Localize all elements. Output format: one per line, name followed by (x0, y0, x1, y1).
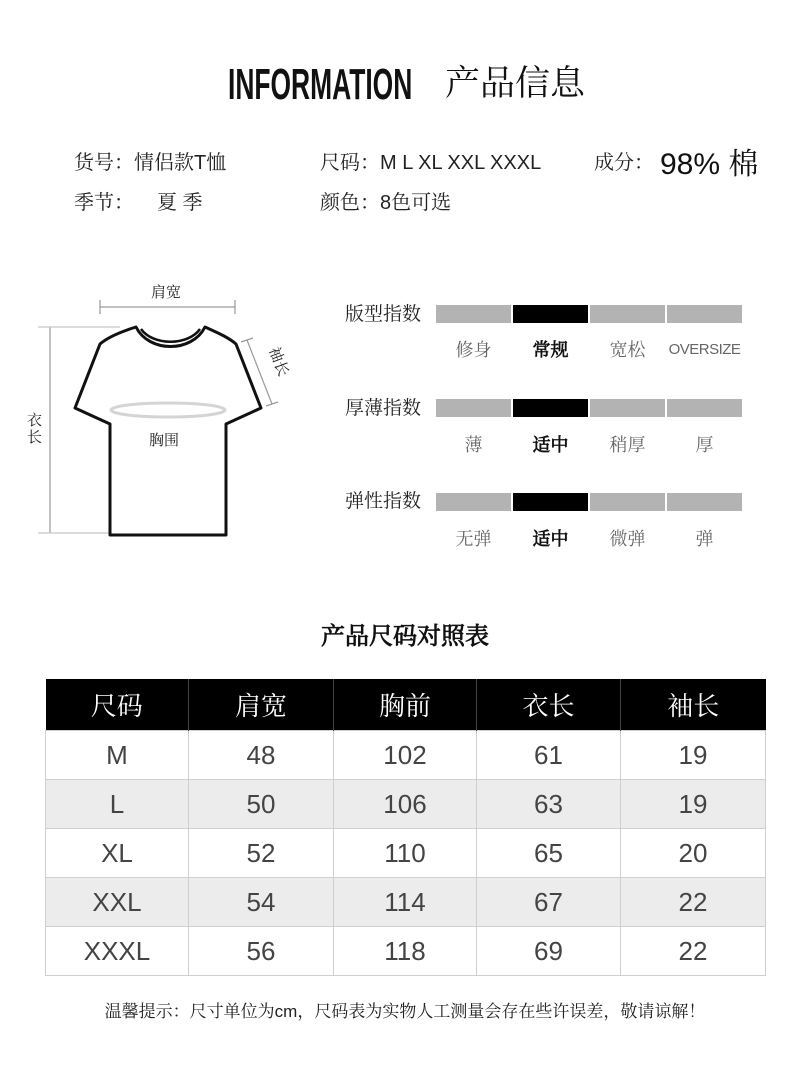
table-cell: 52 (189, 829, 334, 878)
elasticity-option: 无弹 (455, 529, 492, 549)
table-cell: 67 (477, 878, 621, 927)
thickness-option: 稍厚 (609, 435, 646, 455)
tshirt-diagram (0, 260, 300, 550)
chest-label: 胸围 (149, 432, 180, 449)
table-cell: 50 (189, 780, 334, 829)
season-value: 夏 季 (157, 192, 203, 214)
table-cell: 20 (621, 829, 766, 878)
table-header-row (46, 679, 766, 731)
table-cell: 114 (334, 878, 477, 927)
thickness-option: 厚 (695, 435, 714, 455)
thickness-index-segment (513, 399, 588, 417)
table-cell: 110 (334, 829, 477, 878)
sizes (320, 150, 541, 176)
table-cell: M (46, 731, 189, 780)
size-table-title: 产品尺码对照表 (321, 623, 489, 650)
item-number (74, 150, 226, 176)
fit-option: OVERSIZE (668, 341, 741, 358)
elasticity-index-segment (667, 493, 742, 511)
column-header: 胸前 (334, 679, 477, 731)
fit-index-segment (513, 305, 588, 323)
title-english: INFORMATION (228, 60, 413, 109)
elasticity-index-segment (590, 493, 665, 511)
elasticity-index-segment (436, 493, 511, 511)
elasticity-index-segment (513, 493, 588, 511)
table-row (46, 878, 766, 927)
tshirt-outline-icon (75, 327, 261, 535)
elasticity-option: 弹 (695, 529, 714, 549)
table-cell: 22 (621, 878, 766, 927)
length-label: 衣长 (25, 412, 42, 446)
fit-index-options (436, 338, 742, 362)
table-cell: 54 (189, 878, 334, 927)
table-cell: 65 (477, 829, 621, 878)
table-cell: 61 (477, 731, 621, 780)
table-cell: XL (46, 829, 189, 878)
table-cell: 69 (477, 927, 621, 976)
thickness-index-options (436, 433, 742, 457)
elasticity-option: 微弹 (609, 529, 646, 549)
color-value: 8色可选 (380, 192, 452, 214)
elasticity-index-bar (436, 493, 742, 511)
table-cell: 56 (189, 927, 334, 976)
table-row (46, 927, 766, 976)
shoulder-measure-line (100, 300, 235, 314)
shoulder-label: 肩宽 (151, 284, 182, 301)
composition-label: 成分： (594, 152, 654, 174)
column-header: 衣长 (477, 679, 621, 731)
thickness-index-segment (436, 399, 511, 417)
fit-index-segment (436, 305, 511, 323)
elasticity-option: 适中 (532, 529, 569, 549)
thickness-index-bar (436, 399, 742, 417)
item-number-value: 情侣款T恤 (134, 152, 227, 174)
footer-note: 温馨提示：尺寸单位为cm，尺码表为实物人工测量会存在些许误差，敬请谅解！ (104, 1002, 706, 1021)
table-cell: L (46, 780, 189, 829)
table-cell: 118 (334, 927, 477, 976)
sizes-label: 尺码： (320, 152, 380, 174)
color-label: 颜色： (320, 192, 380, 214)
fit-index-bar (436, 305, 742, 323)
elasticity-index-options (436, 527, 742, 551)
table-cell: 102 (334, 731, 477, 780)
table-cell: XXXL (46, 927, 189, 976)
fit-index-label: 版型指数 (345, 304, 422, 325)
sizes-value: M L XL XXL XXXL (380, 152, 542, 174)
season-label: 季节： (74, 192, 134, 214)
table-row (46, 731, 766, 780)
item-number-label: 货号： (74, 152, 134, 174)
table-row (46, 829, 766, 878)
thickness-index-label: 厚薄指数 (345, 398, 422, 419)
table-cell: XXL (46, 878, 189, 927)
table-cell: 19 (621, 731, 766, 780)
fit-index-segment (590, 305, 665, 323)
size-table (45, 679, 766, 976)
color-options (320, 190, 451, 216)
fit-option: 修身 (455, 340, 492, 360)
title-chinese: 产品信息 (445, 64, 586, 103)
table-cell: 63 (477, 780, 621, 829)
thickness-index-segment (590, 399, 665, 417)
fit-option: 宽松 (609, 340, 646, 360)
column-header: 袖长 (621, 679, 766, 731)
thickness-index-segment (667, 399, 742, 417)
sleeve-label: 袖长 (265, 344, 292, 379)
fit-option: 常规 (532, 340, 569, 360)
elasticity-index-label: 弹性指数 (345, 491, 422, 512)
column-header: 尺码 (46, 679, 189, 731)
table-row (46, 780, 766, 829)
table-cell: 22 (621, 927, 766, 976)
column-header: 肩宽 (189, 679, 334, 731)
table-cell: 19 (621, 780, 766, 829)
thickness-option: 薄 (464, 435, 483, 455)
table-cell: 48 (189, 731, 334, 780)
fit-index-segment (667, 305, 742, 323)
table-cell: 106 (334, 780, 477, 829)
composition-value: 98% 棉 (660, 148, 759, 181)
thickness-option: 适中 (532, 435, 569, 455)
